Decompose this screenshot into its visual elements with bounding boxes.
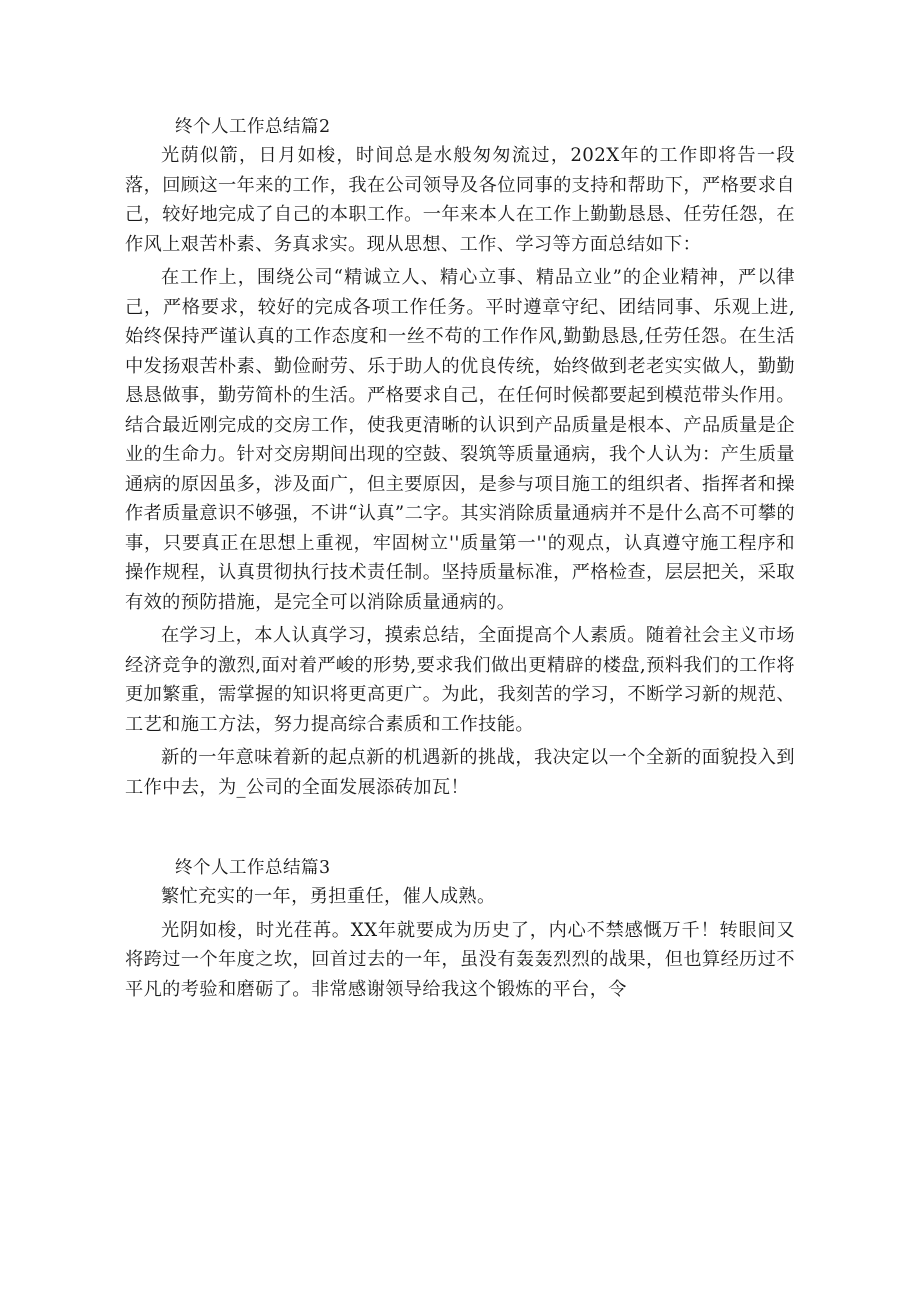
section-title-2: 终个人工作总结篇2 [175, 117, 331, 137]
section-title-3: 终个人工作总结篇3 [175, 858, 331, 878]
paragraph: 在学习上，本人认真学习，摸索总结，全面提高个人素质。随着社会主义市场经济竞争的激烈,面对着严峻的形势,要求我们做出更精辟的楼盘,预料我们的工作将更加繁重，需掌握的知识将更高更广。为此，我刻苦的学习，不断学习新的规范、工艺和施工方法，努力提高综合素质和工作技能。 [125, 625, 795, 735]
paragraph: 光荫似箭，日月如梭，时间总是水般匆匆流过，202X年的工作即将告一段落，回顾这一年来的工作，我在公司领导及各位同事的支持和帮助下，严格要求自己，较好地完成了自己的本职工作。一年来本人在工作上勤勤恳恳、任劳任怨，在作风上艰苦朴素、务真求实。现从思想、工作、学习等方面总结如下： [125, 145, 795, 255]
document-content [125, 113, 795, 1008]
paragraph: 光阴如梭，时光荏苒。XX年就要成为历史了，内心不禁感慨万千！转眼间又将跨过一个年度之坎，回首过去的一年，虽没有轰轰烈烈的战果，但也算经历过不平凡的考验和磨砺了。非常感谢领导给我这个锻炼的平台，令 [125, 919, 795, 1000]
section-spacer [125, 806, 795, 854]
paragraph: 繁忙充实的一年，勇担重任，催人成熟。 [161, 886, 496, 907]
paragraph: 在工作上，围绕公司“精诚立人、精心立事、精品立业”的企业精神，严以律己，严格要求，较好的完成各项工作任务。平时遵章守纪、团结同事、乐观上进,始终保持严谨认真的工作态度和一丝不苟的工作作风,勤勤恳恳,任劳任怨。在生活中发扬艰苦朴素、勤俭耐劳、乐于助人的优良传统，始终做到老老实实做人，勤勤恳恳做事，勤劳简朴的生活。严格要求自己，在任何时候都要起到模范带头作用。结合最近刚完成的交房工作，使我更清晰的认识到产品质量是根本、产品质量是企业的生命力。针对交房期间出现的空鼓、裂筑等质量通病，我个人认为：产生质量通病的原因虽多，涉及面广，但主要原因，是参与项目施工的组织者、指挥者和操作者质量意识不够强，不讲“认真”二字。其实消除质量通病并不是什么高不可攀的事，只要真正在思想上重视，牢固树立''质量第一''的观点，认真遵守施工程序和操作规程，认真贯彻执行技术责任制。坚持质量标准，严格检查，层层把关，采取有效的预防措施，是完全可以消除质量通病的。 [125, 267, 795, 613]
paragraph: 新的一年意味着新的起点新的机遇新的挑战，我决定以一个全新的面貌投入到工作中去，为_公司的全面发展添砖加瓦！ [125, 747, 795, 798]
